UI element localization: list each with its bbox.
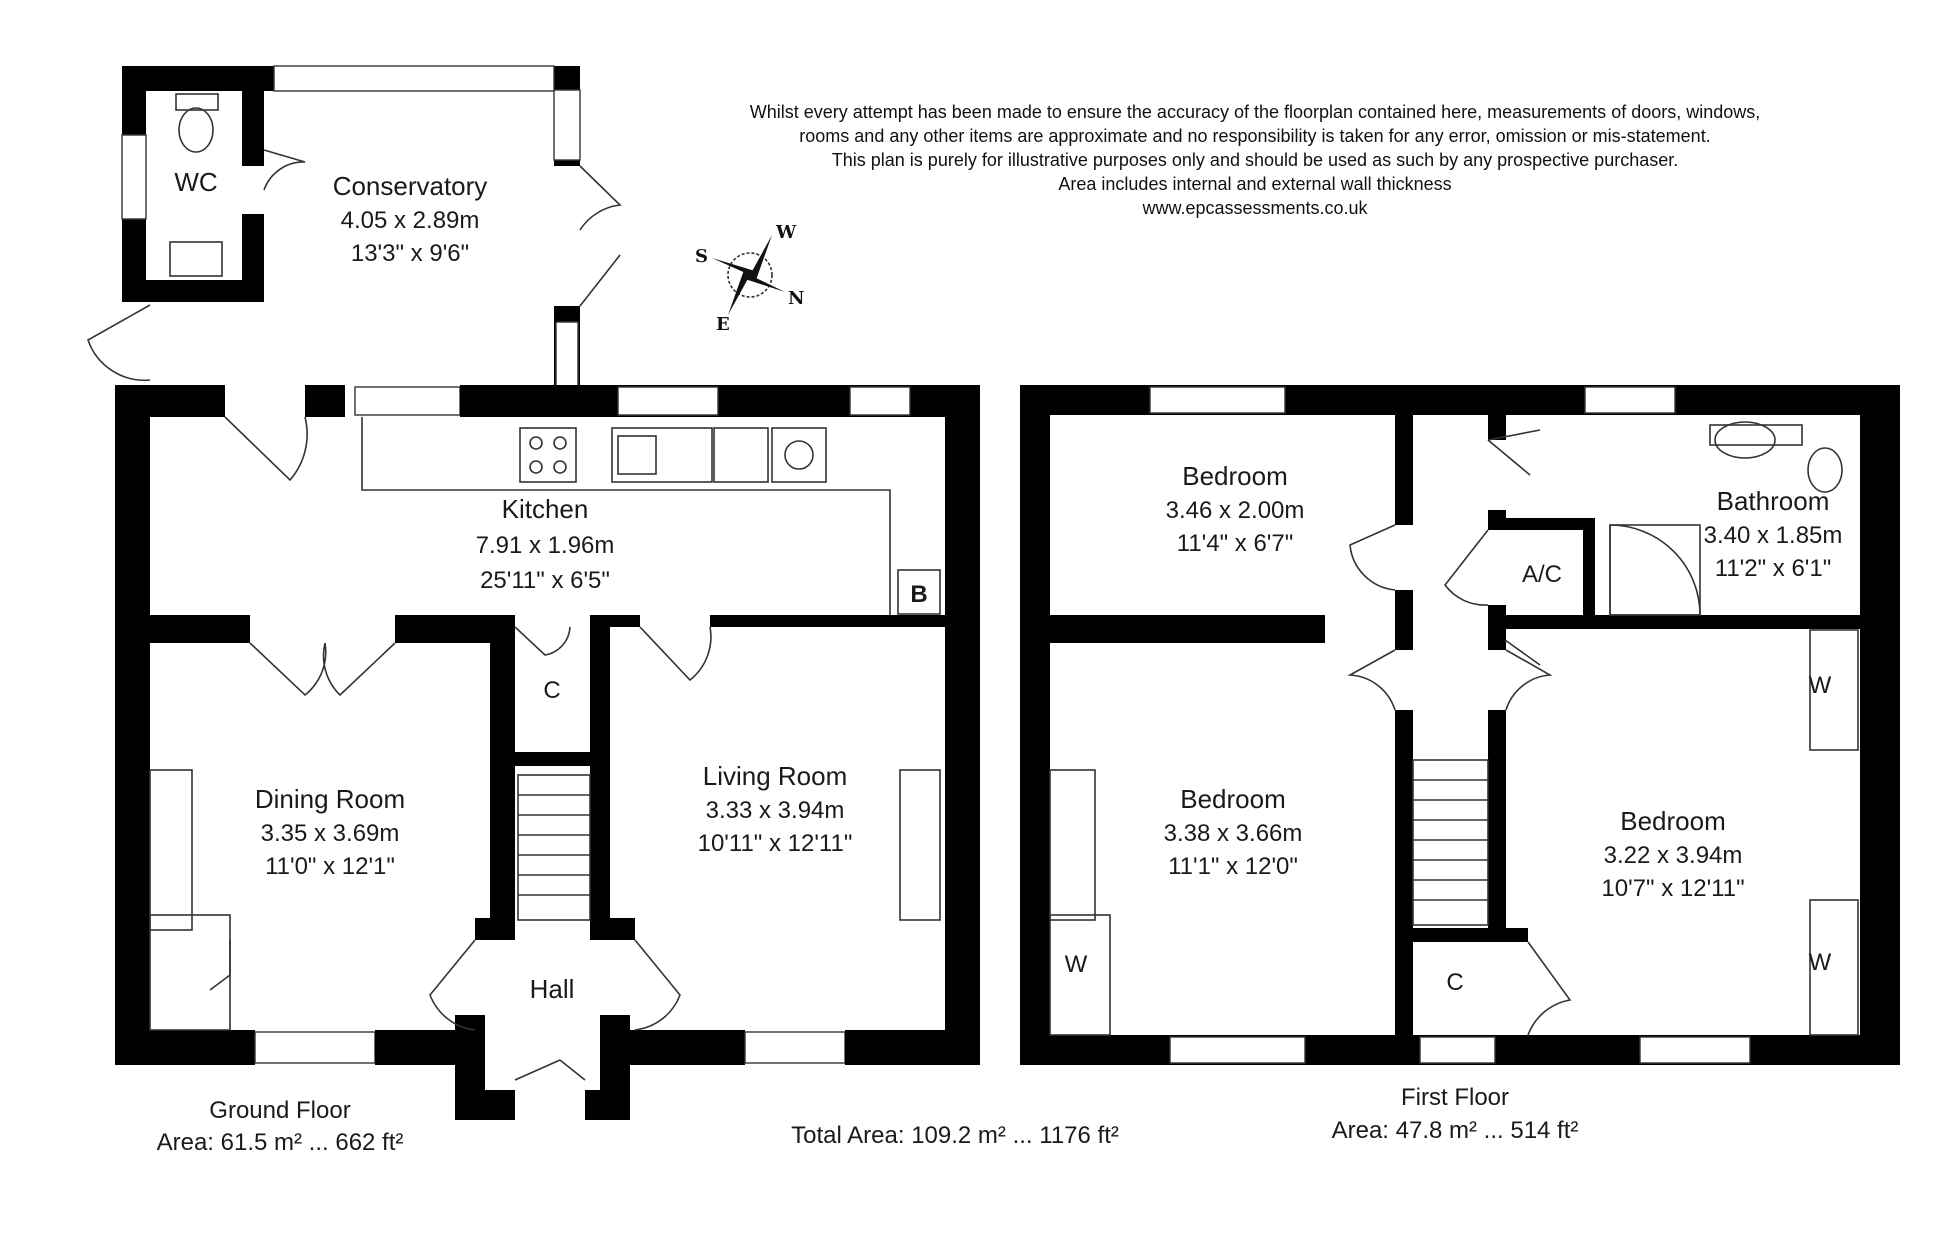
wardrobe-right-bottom-label: W (1808, 949, 1832, 976)
living-room-name: Living Room (702, 761, 848, 791)
disclaimer-line-3: This plan is purely for illustrative purposes only and should be used as such by any prospective purchaser. (831, 150, 1679, 170)
conservatory-metric: 4.05 x 2.89m (340, 207, 480, 234)
compass-rose (695, 222, 804, 335)
dining-room-name: Dining Room (254, 784, 406, 814)
bedroom-top-name: Bedroom (1182, 461, 1288, 491)
wardrobe-left-label: W (1064, 951, 1088, 978)
ground-floor-area: Area: 61.5 m² ... 662 ft² (156, 1129, 404, 1156)
airing-cupboard-label: A/C (1521, 561, 1563, 588)
compass-s: S (695, 246, 708, 267)
ground-floor-title: Ground Floor (209, 1097, 351, 1124)
kitchen-metric: 7.91 x 1.96m (475, 532, 615, 559)
conservatory-name: Conservatory (332, 171, 488, 201)
first-floor-area: Area: 47.8 m² ... 514 ft² (1331, 1117, 1579, 1144)
bedroom-left-imperial: 11'1" x 12'0" (1168, 853, 1298, 880)
living-room-imperial: 10'11" x 12'11" (697, 830, 853, 857)
disclaimer-line-2: rooms and any other items are approximate and no responsibility is taken for any error, omission or mis-statement. (799, 126, 1711, 146)
bedroom-top-imperial: 11'4" x 6'7" (1176, 530, 1294, 557)
hall-label: Hall (529, 974, 575, 1004)
bedroom-left-name: Bedroom (1180, 784, 1286, 814)
bedroom-left-metric: 3.38 x 3.66m (1163, 820, 1303, 847)
disclaimer-url: www.epcassessments.co.uk (1142, 198, 1368, 218)
kitchen-imperial: 25'11" x 6'5" (480, 567, 610, 594)
bedroom-right-name: Bedroom (1620, 806, 1726, 836)
conservatory-imperial: 13'3" x 9'6" (350, 240, 470, 267)
bedroom-right-metric: 3.22 x 3.94m (1603, 842, 1743, 869)
bathroom-imperial: 11'2" x 6'1" (1714, 555, 1832, 582)
disclaimer-line-4: Area includes internal and external wall thickness (1058, 174, 1452, 194)
cupboard-label: C (543, 677, 561, 704)
living-room-metric: 3.33 x 3.94m (705, 797, 845, 824)
compass-e: E (716, 314, 730, 335)
compass-n: N (788, 288, 805, 309)
wardrobe-right-top-label: W (1808, 672, 1832, 699)
bedroom-top-metric: 3.46 x 2.00m (1165, 497, 1305, 524)
bathroom-name: Bathroom (1716, 486, 1830, 516)
bedroom-right-imperial: 10'7" x 12'11" (1601, 875, 1745, 902)
dining-room-metric: 3.35 x 3.69m (260, 820, 400, 847)
compass-w: W (776, 222, 797, 243)
wc-label: WC (174, 167, 218, 197)
bathroom-metric: 3.40 x 1.85m (1703, 522, 1843, 549)
boiler-label: B (910, 581, 928, 608)
kitchen-name: Kitchen (501, 494, 589, 524)
dining-room-imperial: 11'0" x 12'1" (265, 853, 395, 880)
total-area: Total Area: 109.2 m² ... 1176 ft² (791, 1122, 1119, 1149)
first-floor-cupboard-label: C (1446, 969, 1464, 996)
disclaimer-line-1: Whilst every attempt has been made to ensure the accuracy of the floorplan contained here, measurements of doors, windows, (749, 102, 1761, 122)
first-floor-title: First Floor (1401, 1084, 1509, 1111)
